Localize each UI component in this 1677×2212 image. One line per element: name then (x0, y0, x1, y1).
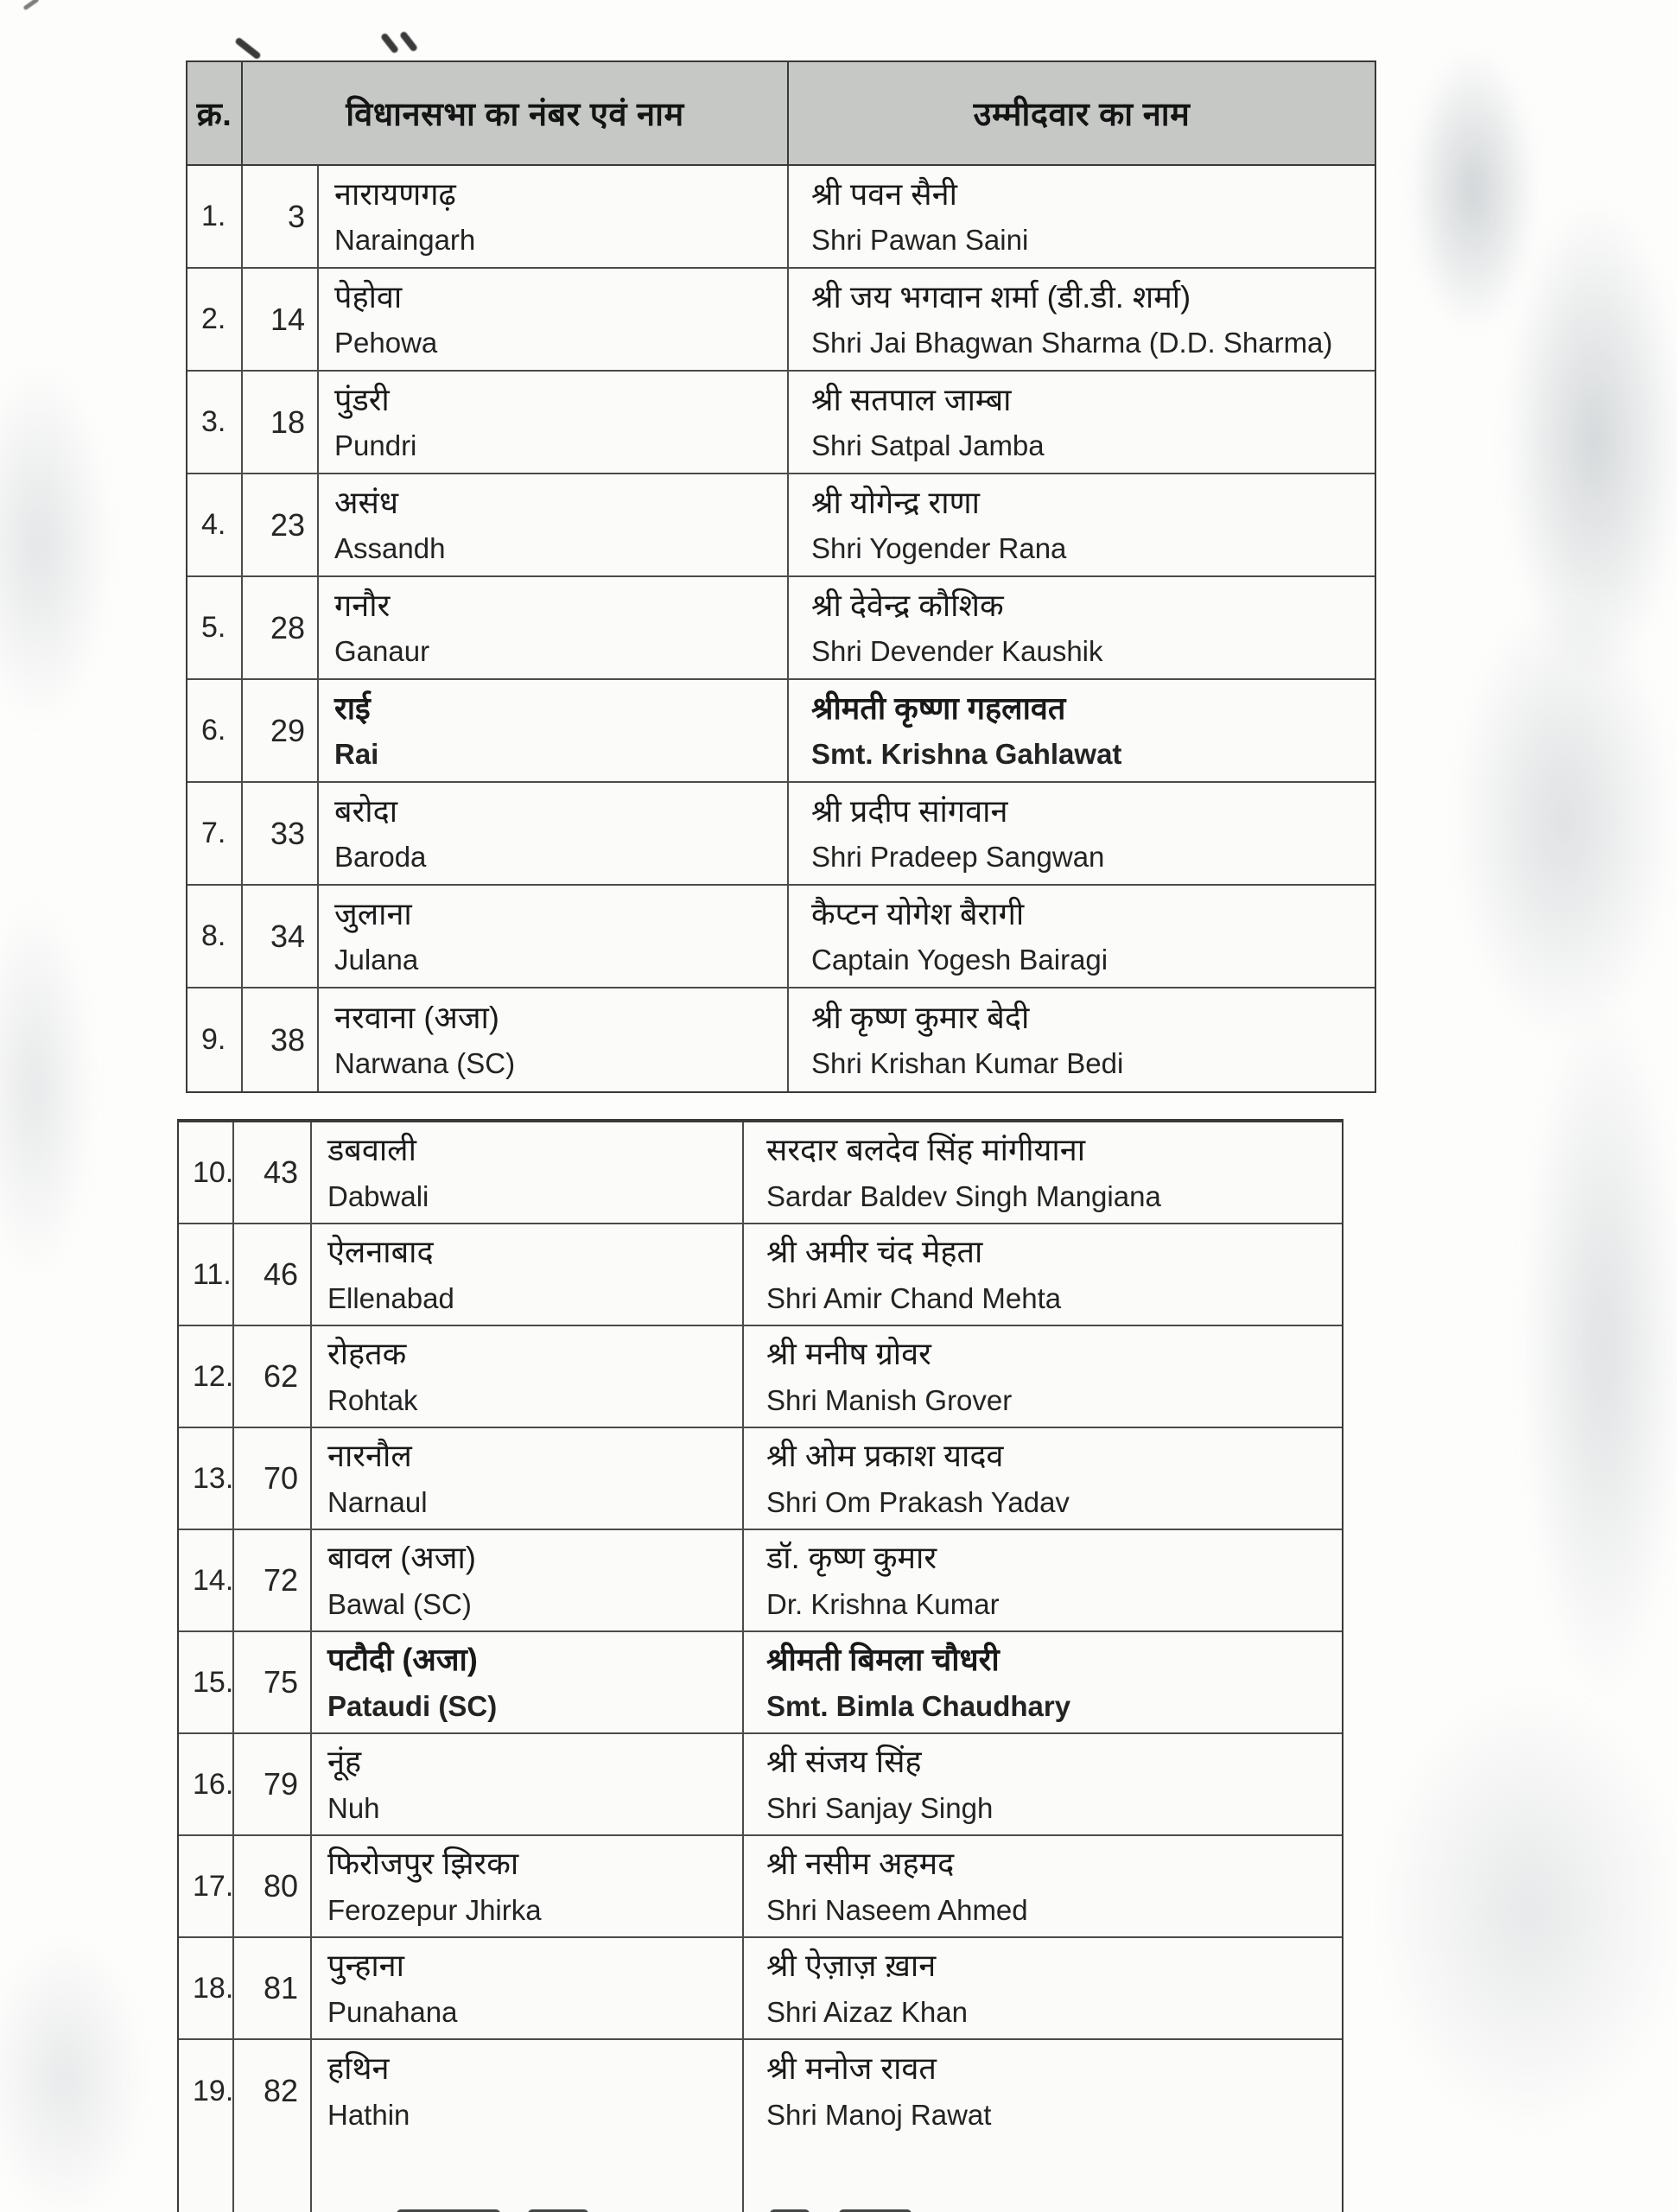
row-serial: 1. (187, 166, 243, 267)
constituency-number: 82 (234, 2040, 312, 2142)
table-row (187, 783, 1375, 886)
constituency-name-english: Ellenabad (327, 1281, 454, 1314)
candidate-name (789, 988, 1375, 1091)
table-row (179, 1224, 1342, 1326)
candidate-name-hindi: डॉ. कृष्ण कुमार (766, 1540, 937, 1576)
constituency-name (319, 680, 789, 781)
constituency-number (234, 2142, 312, 2212)
constituency-number: 38 (243, 988, 319, 1091)
row-serial: 19. (179, 2040, 234, 2142)
constituency-name (319, 269, 789, 370)
constituency-name-english: Rohtak (327, 1383, 418, 1416)
table-row (187, 474, 1375, 577)
candidate-name-english: Shri Aizaz Khan (766, 1995, 968, 2028)
constituency-name-english: Pataudi (SC) (327, 1689, 498, 1722)
constituency-number: 23 (243, 474, 319, 575)
constituency-number: 43 (234, 1122, 312, 1223)
candidate-name (789, 680, 1375, 781)
constituency-name-hindi: पुन्हाना (327, 1948, 404, 1984)
constituency-name (312, 1122, 744, 1223)
constituency-name-english: Hathin (327, 2098, 410, 2131)
constituency-number: 72 (234, 1530, 312, 1630)
candidate-name-hindi: श्री मनीष ग्रोवर (766, 1336, 931, 1372)
candidate-name-english: Shri Manish Grover (766, 1383, 1013, 1416)
candidate-name (789, 474, 1375, 575)
scan-smudge (1374, 1685, 1677, 2134)
constituency-name (312, 1530, 744, 1630)
table-row (179, 2040, 1342, 2142)
scan-edge-artifact (22, 0, 39, 10)
row-serial: 5. (187, 577, 243, 678)
table-row (187, 886, 1375, 988)
constituency-name-hindi: नरवाना (अजा) (334, 999, 499, 1035)
candidate-name-hindi: श्रीमती बिमला चौधरी (766, 1642, 1000, 1678)
candidate-name-hindi: श्री कृष्ण कुमार बेदी (811, 999, 1030, 1035)
constituency-name-hindi: बरोदा (334, 792, 398, 829)
candidate-name-english: Sardar Baldev Singh Mangiana (766, 1179, 1161, 1212)
constituency-name-hindi: नूंह (327, 1744, 362, 1780)
candidate-name-hindi: श्री सतपाल जाम्बा (811, 381, 1012, 417)
table-header-row (187, 62, 1375, 166)
candidate-name (789, 577, 1375, 678)
table-row (179, 1428, 1342, 1530)
constituency-name (312, 1836, 744, 1936)
constituency-name-hindi: नारायणगढ़ (334, 175, 456, 212)
constituency-name-hindi: रोहतक (327, 1336, 407, 1372)
candidate-name-hindi: श्री अमीर चंद मेहता (766, 1234, 983, 1270)
constituency-name (319, 474, 789, 575)
constituency-name-english: Ganaur (334, 635, 430, 668)
constituency-number: 3 (243, 166, 319, 267)
row-serial: 16. (179, 1734, 234, 1834)
candidate-name-hindi: कैप्टन योगेश बैरागी (811, 895, 1025, 931)
table-row (187, 166, 1375, 269)
candidate-name (744, 1836, 1342, 1936)
constituency-name-hindi: पेहोवा (334, 278, 403, 315)
table-row-clipped (179, 2142, 1342, 2212)
table-row (179, 1734, 1342, 1836)
table-row (179, 1122, 1342, 1224)
constituency-number: 79 (234, 1734, 312, 1834)
constituency-number: 29 (243, 680, 319, 781)
constituency-name (312, 2040, 744, 2142)
constituency-name-hindi: असंध (334, 484, 398, 520)
constituency-number: 28 (243, 577, 319, 678)
row-serial: 15. (179, 1632, 234, 1732)
candidate-name-hindi: श्री जय भगवान शर्मा (डी.डी. शर्मा) (811, 278, 1191, 315)
constituency-name (319, 988, 789, 1091)
constituency-name-hindi: हथिन (327, 2050, 390, 2087)
row-serial: 14. (179, 1530, 234, 1630)
row-serial: 11. (179, 1224, 234, 1325)
table-body (187, 166, 1375, 1091)
candidate-name-hindi: श्री संजय सिंह (766, 1744, 922, 1780)
constituency-number: 14 (243, 269, 319, 370)
constituency-name-hindi: गनौर (334, 587, 391, 623)
table-row (179, 1836, 1342, 1938)
candidate-name (744, 2040, 1342, 2142)
candidate-name (744, 1530, 1342, 1630)
candidate-name-english: Dr. Krishna Kumar (766, 1587, 1000, 1620)
candidate-name (744, 1428, 1342, 1529)
constituency-name-english: Baroda (334, 841, 427, 874)
candidate-name (789, 783, 1375, 884)
constituency-name (312, 1326, 744, 1427)
constituency-number: 70 (234, 1428, 312, 1529)
constituency-name-english: Julana (334, 944, 419, 976)
constituency-number: 62 (234, 1326, 312, 1427)
candidate-name-hindi: श्री ऐज़ाज़ ख़ान (766, 1948, 937, 1984)
pen-mark (380, 32, 399, 54)
table-row (179, 1632, 1342, 1734)
table-row (187, 988, 1375, 1091)
row-serial: 17. (179, 1836, 234, 1936)
candidate-name-english: Shri Sanjay Singh (766, 1791, 994, 1824)
candidate-name (789, 886, 1375, 987)
table-body (179, 1122, 1342, 2142)
candidate-name (744, 1326, 1342, 1427)
scan-smudge (1451, 596, 1676, 1046)
row-serial: 18. (179, 1938, 234, 2038)
candidate-name (744, 1938, 1342, 2038)
constituency-name-english: Dabwali (327, 1179, 429, 1212)
constituency-name-hindi: पटौदी (अजा) (327, 1642, 478, 1678)
constituency-name-english: Narwana (SC) (334, 1047, 516, 1080)
constituency-name (319, 783, 789, 884)
row-serial: 13. (179, 1428, 234, 1529)
scan-smudge (0, 899, 95, 1279)
constituency-name (312, 1632, 744, 1732)
constituency-name-english: Ferozepur Jhirka (327, 1893, 542, 1926)
candidate-table-part2 (177, 1119, 1344, 2212)
constituency-name-hindi: नारनौल (327, 1438, 412, 1474)
constituency-name-hindi: राई (334, 690, 371, 726)
candidate-name-hindi: श्री योगेन्द्र राणा (811, 484, 980, 520)
constituency-number: 33 (243, 783, 319, 884)
scan-smudge (1408, 48, 1538, 333)
constituency-number: 81 (234, 1938, 312, 2038)
header-candidate-name: उम्मीदवार का नाम (973, 97, 1191, 133)
constituency-number: 34 (243, 886, 319, 987)
candidate-name-hindi: श्री पवन सैनी (811, 175, 957, 212)
table-row (187, 269, 1375, 372)
table-row (187, 372, 1375, 474)
candidate-name-english: Shri Devender Kaushik (811, 635, 1103, 668)
constituency-number: 80 (234, 1836, 312, 1936)
candidate-name-hindi: श्रीमती कृष्णा गहलावत (811, 690, 1066, 726)
header-serial-number: क्र. (187, 62, 243, 164)
candidate-name-english: Smt. Bimla Chaudhary (766, 1689, 1071, 1722)
scan-smudge (1503, 199, 1677, 683)
scan-smudge (1521, 994, 1677, 1702)
table-row (179, 1530, 1342, 1632)
candidate-name-english: Shri Krishan Kumar Bedi (811, 1047, 1124, 1080)
candidate-name-hindi: श्री मनोज रावत (766, 2050, 937, 2087)
constituency-number: 46 (234, 1224, 312, 1325)
candidate-name-english: Shri Jai Bhagwan Sharma (D.D. Sharma) (811, 327, 1333, 359)
constituency-number: 18 (243, 372, 319, 473)
row-serial: 12. (179, 1326, 234, 1427)
row-serial (179, 2142, 234, 2212)
constituency-name-english: Rai (334, 738, 379, 771)
constituency-name-hindi: पुंडरी (334, 381, 390, 417)
candidate-name (744, 1122, 1342, 1223)
candidate-name-english: Shri Yogender Rana (811, 532, 1067, 565)
table-row (187, 680, 1375, 783)
candidate-name-hindi: श्री नसीम अहमद (766, 1846, 955, 1882)
row-serial: 8. (187, 886, 243, 987)
candidate-name (789, 166, 1375, 267)
table-row (179, 1326, 1342, 1428)
row-serial: 4. (187, 474, 243, 575)
constituency-name-hindi: फिरोजपुर झिरका (327, 1846, 519, 1882)
candidate-name (744, 1734, 1342, 1834)
candidate-name-hindi: श्री प्रदीप सांगवान (811, 792, 1008, 829)
candidate-name-english: Shri Amir Chand Mehta (766, 1281, 1062, 1314)
constituency-name-english: Pehowa (334, 327, 438, 359)
constituency-name (312, 1734, 744, 1834)
candidate-name (744, 2142, 1342, 2212)
pen-mark (399, 30, 418, 52)
row-serial: 2. (187, 269, 243, 370)
row-serial: 10. (179, 1122, 234, 1223)
constituency-name (312, 2142, 744, 2212)
constituency-name-hindi: बावल (अजा) (327, 1540, 476, 1576)
row-serial: 6. (187, 680, 243, 781)
constituency-name (319, 372, 789, 473)
table-row (187, 577, 1375, 680)
constituency-name-hindi: डबवाली (327, 1132, 416, 1168)
constituency-name (319, 577, 789, 678)
row-serial: 7. (187, 783, 243, 884)
candidate-name (744, 1632, 1342, 1732)
constituency-name (312, 1938, 744, 2038)
constituency-name (312, 1428, 744, 1529)
candidate-name-english: Shri Satpal Jamba (811, 429, 1045, 462)
candidate-name-hindi: सरदार बलदेव सिंह मांगीयाना (766, 1132, 1086, 1168)
constituency-name-hindi: ऐलनाबाद (327, 1234, 434, 1270)
row-serial: 9. (187, 988, 243, 1091)
constituency-name-english: Naraingarh (334, 224, 476, 257)
candidate-name-english: Shri Pawan Saini (811, 224, 1029, 257)
header-constituency-number-name: विधानसभा का नंबर एवं नाम (243, 62, 789, 164)
constituency-name-hindi: जुलाना (334, 895, 412, 931)
candidate-name-english: Shri Pradeep Sangwan (811, 841, 1105, 874)
candidate-name (789, 372, 1375, 473)
constituency-number: 75 (234, 1632, 312, 1732)
constituency-name-english: Nuh (327, 1791, 380, 1824)
candidate-name-hindi: श्री ओम प्रकाश यादव (766, 1438, 1004, 1474)
candidate-name-english: Captain Yogesh Bairagi (811, 944, 1108, 976)
constituency-name-english: Pundri (334, 429, 417, 462)
table-row (179, 1938, 1342, 2040)
scan-smudge (0, 363, 112, 726)
candidate-name-english: Shri Naseem Ahmed (766, 1893, 1028, 1926)
candidate-name (744, 1224, 1342, 1325)
constituency-name (319, 886, 789, 987)
constituency-name-english: Punahana (327, 1995, 458, 2028)
candidate-name-english: Shri Manoj Rawat (766, 2098, 992, 2131)
constituency-name-english: Narnaul (327, 1485, 428, 1518)
constituency-name-english: Assandh (334, 532, 446, 565)
constituency-name-english: Bawal (SC) (327, 1587, 472, 1620)
pen-mark (234, 36, 262, 60)
candidate-name-hindi: श्री देवेन्द्र कौशिक (811, 587, 1004, 623)
row-serial: 3. (187, 372, 243, 473)
candidate-name-english: Shri Om Prakash Yadav (766, 1485, 1070, 1518)
candidate-table-part1 (186, 60, 1376, 1093)
candidate-name-english: Smt. Krishna Gahlawat (811, 738, 1122, 771)
constituency-name (312, 1224, 744, 1325)
scan-smudge (0, 1936, 147, 2212)
constituency-name (319, 166, 789, 267)
candidate-name (789, 269, 1375, 370)
